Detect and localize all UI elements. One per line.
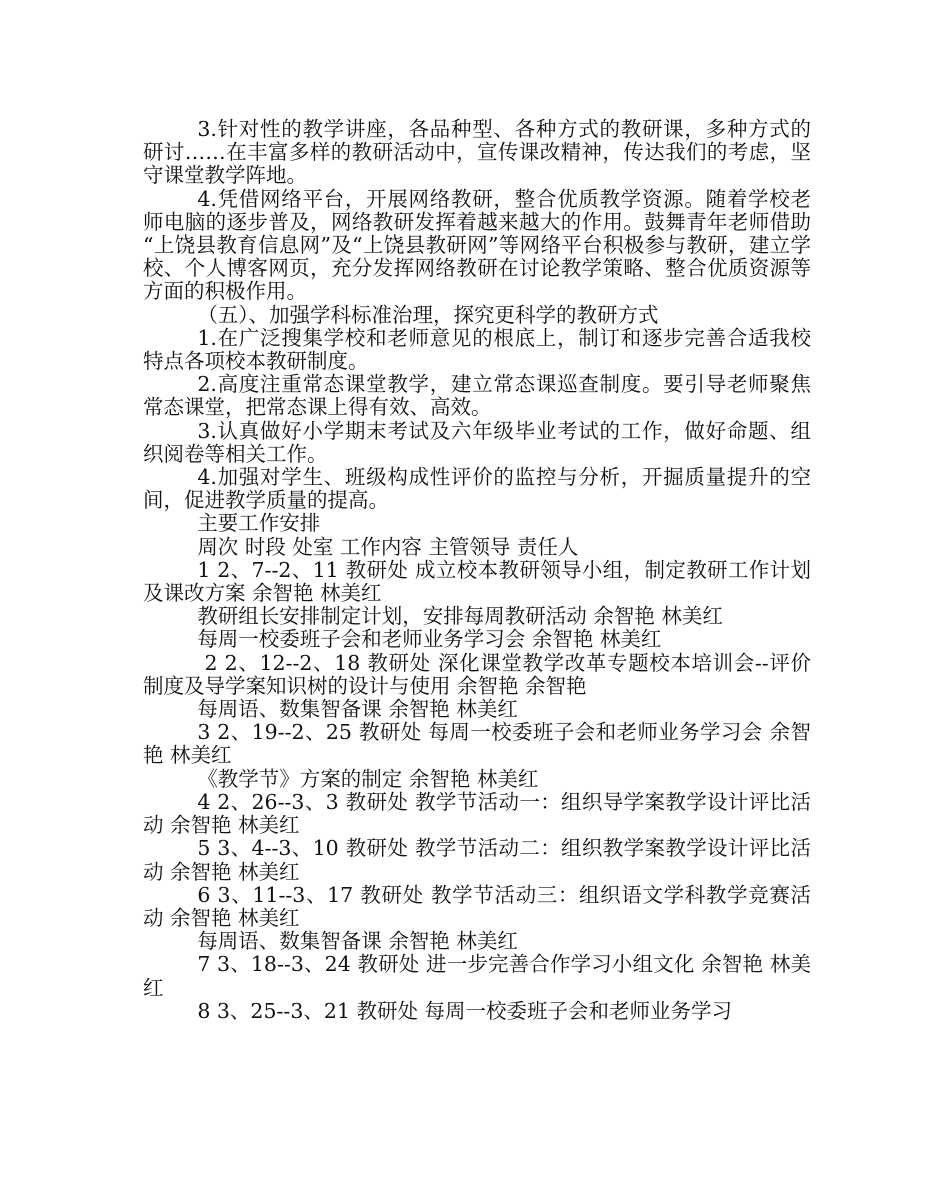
- schedule-row: 7 3、18--3、24 教研处 进一步完善合作学习小组文化 余智艳 林美红: [143, 952, 811, 1000]
- schedule-row: 8 3、25--3、21 教研处 每周一校委班子会和老师业务学习: [197, 998, 733, 1023]
- schedule-row: 每周语、数集智备课 余智艳 林美红: [197, 697, 518, 722]
- schedule-row: 4 2、26--3、3 教研处 教学节活动一：组织导学案教学设计评比活动 余智艳 林美红: [143, 789, 811, 838]
- schedule-row: 1 2、7--2、11 教研处 成立校本教研领导小组，制定教研工作计划及课改方案 余智艳 林美红: [143, 557, 811, 606]
- schedule-row: 每周语、数集智备课 余智艳 林美红: [197, 929, 518, 954]
- schedule-row: 《教学节》方案的制定 余智艳 林美红: [197, 766, 539, 791]
- paragraph-item-2: 2.高度注重常态课堂教学，建立常态课巡查制度。要引导老师聚焦常态课堂，把常态课上得有效、高效。: [143, 372, 811, 420]
- schedule-row: 3 2、19--2、25 教研处 每周一校委班子会和老师业务学习会 余智艳 林美红: [143, 720, 811, 768]
- schedule-header: 周次 时段 处室 工作内容 主管领导 责任人: [197, 534, 579, 559]
- paragraph-online-research: 4.凭借网络平台，开展网络教研，整合优质教学资源。随着学校老师电脑的逐步普及，网络教研发挥着越来越大的作用。鼓舞青年老师借助 “上饶县教育信息网”及“上饶县教研网”等网络平台积极参与教研，建立学校、个人博客网页，充分发挥网络教研在讨论教学策略、整合优质资源等方面的积极作用。: [143, 186, 818, 304]
- paragraph-item-4: 4.加强对学生、班级构成性评价的监控与分析，开掘质量提升的空间，促进教学质量的提高。: [143, 465, 811, 513]
- paragraph-teaching-lectures: 3.针对性的教学讲座，各品种型、各种方式的教研课，多种方式的研讨……在丰富多样的教研活动中，宣传课改精神，传达我们的考虑，坚守课堂教学阵地。: [143, 117, 811, 188]
- schedule-row: 5 3、4--3、10 教研处 教学节活动二：组织教学案教学设计评比活动 余智艳 林美红: [143, 836, 811, 884]
- schedule-row: 2 2、12--2、18 教研处 深化课堂教学改革专题校本培训会--评价制度及导学案知识树的设计与使用 余智艳 余智艳: [143, 650, 811, 698]
- section-heading-five: （五）、加强学科标准治理，探究更科学的教研方式: [197, 302, 659, 327]
- schedule-row: 每周一校委班子会和老师业务学习会 余智艳 林美红: [197, 627, 662, 652]
- schedule-title: 主要工作安排: [197, 511, 321, 536]
- document-page: [143, 117, 818, 1023]
- schedule-row: 6 3、11--3、17 教研处 教学节活动三：组织语文学科教学竞赛活动 余智艳 林美红: [143, 882, 811, 930]
- schedule-row: 教研组长安排制定计划，安排每周教研活动 余智艳 林美红: [197, 604, 723, 629]
- paragraph-item-1: 1.在广泛搜集学校和老师意见的根底上，制订和逐步完善合适我校特点各项校本教研制度。: [143, 325, 811, 374]
- paragraph-item-3: 3.认真做好小学期末考试及六年级毕业考试的工作，做好命题、组织阅卷等相关工作。: [143, 418, 811, 466]
